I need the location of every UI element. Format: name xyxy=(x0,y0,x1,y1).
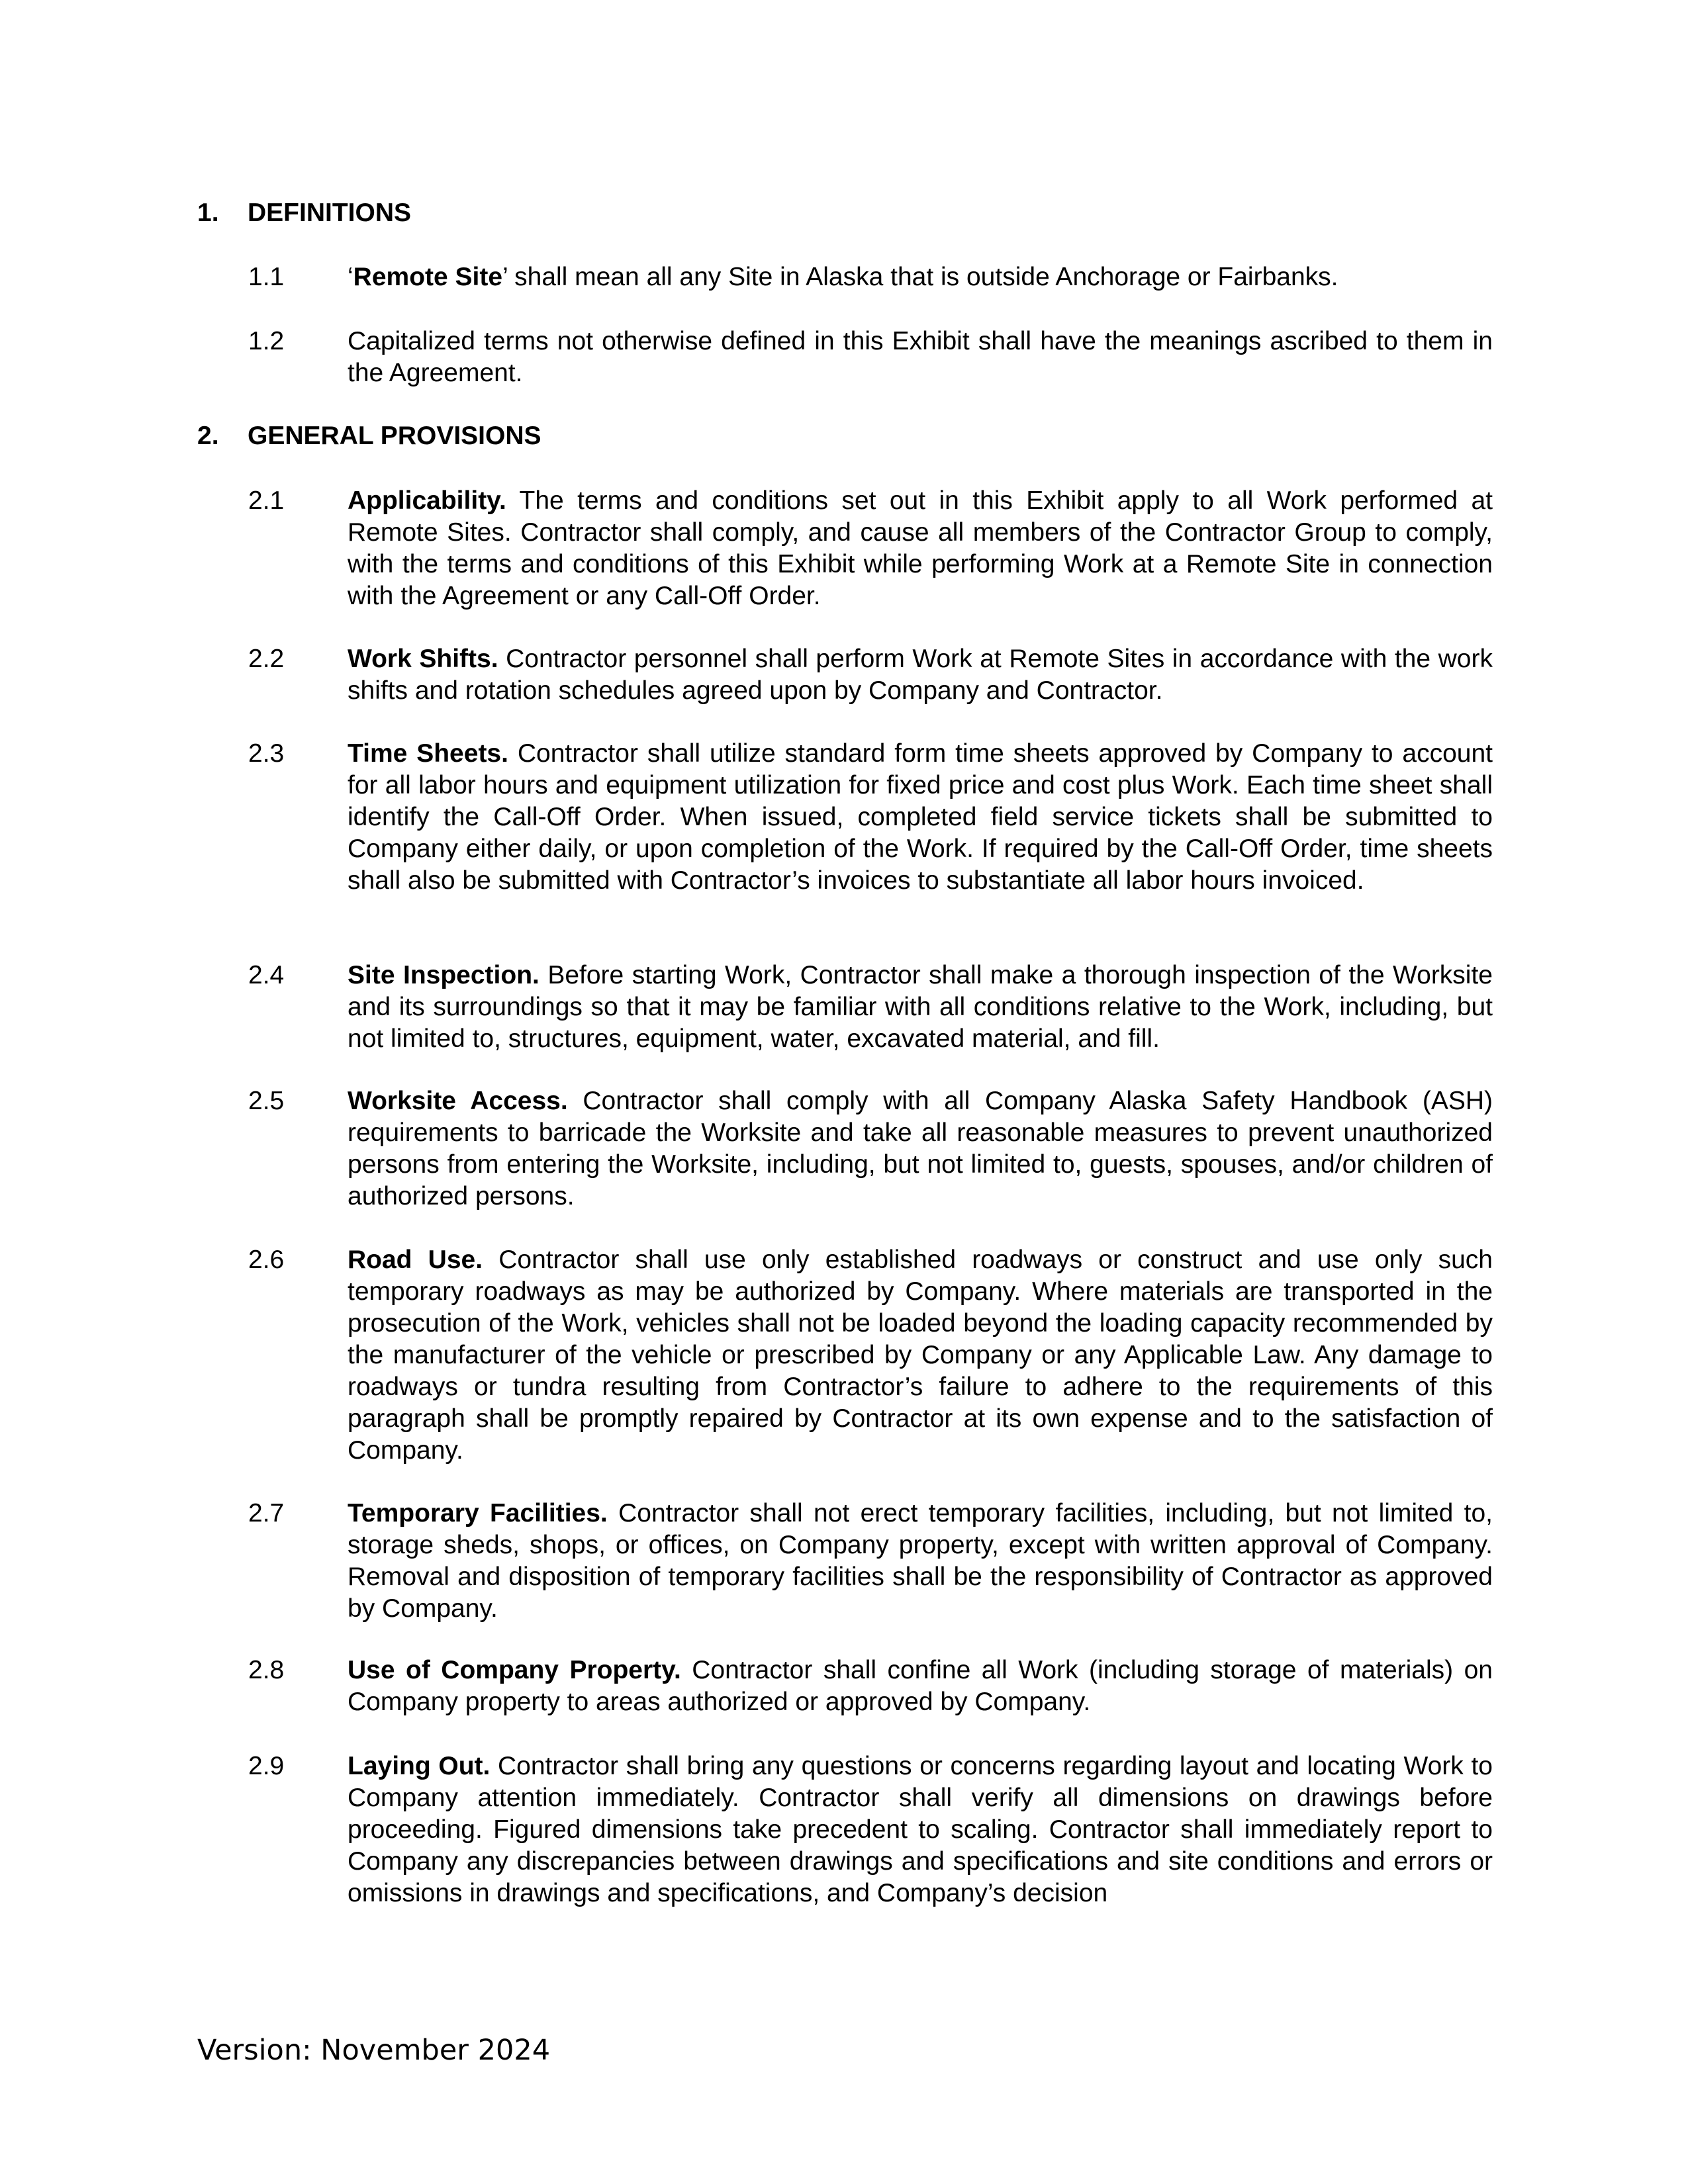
clause-body xyxy=(348,643,1493,707)
clause-number: 2.2 xyxy=(248,645,285,673)
clause-number: 2.1 xyxy=(248,486,285,515)
clause-number: 2.5 xyxy=(248,1087,285,1115)
version-footer: Version: November 2024 xyxy=(197,2034,551,2067)
clause-body xyxy=(348,485,1493,612)
clause-number: 2.6 xyxy=(248,1246,285,1274)
clause-body xyxy=(348,1244,1493,1467)
clause-body xyxy=(348,1498,1493,1625)
clause-text: Contractor shall use only established roadways or construct and use only such temporary roadways as may be authorized by Company. Where materials are transported in the prosecution of the Work, vehicles shall not be loaded beyond the loading capacity recommended by the manufacturer of the vehicle or prescribed by Company or any Applicable Law. Any damage to roadways or tundra resulting from Contractor’s failure to adhere to the requirements of this paragraph shall be promptly repaired by Contractor at its own expense and to the satisfaction of Company. xyxy=(348,1246,1493,1465)
section-heading-general-provisions xyxy=(197,420,541,452)
clause-body xyxy=(348,1751,1493,1909)
clause-number: 2.4 xyxy=(248,961,285,989)
clause-text: Contractor shall comply with all Company Alaska Safety Handbook (ASH) requirements to barricade the Worksite and take all reasonable measures to prevent unauthorized persons from entering the Worksite, including, but not limited to, guests, spouses, and/or children of authorized persons. xyxy=(348,1087,1493,1210)
clause-prefix: ‘ xyxy=(348,263,353,291)
section-heading-definitions xyxy=(197,197,411,229)
clause-body xyxy=(348,738,1493,897)
clause-body xyxy=(348,1085,1493,1212)
clause-number: 2.7 xyxy=(248,1499,285,1527)
section-number: 2. xyxy=(197,422,219,450)
clause-term: Remote Site xyxy=(353,263,503,291)
clause-term: Applicability. xyxy=(348,486,506,515)
clause-text: The terms and conditions set out in this Exhibit apply to all Work performed at Remote Sites. Contractor shall comply, and cause all members of the Contractor Group to comply, with the terms and conditions of this Exhibit while performing Work at a Remote Site in connection with the Agreement or any Call-Off Order. xyxy=(348,486,1493,610)
clause-text: ’ shall mean all any Site in Alaska that is outside Anchorage or Fairbanks. xyxy=(502,263,1338,291)
clause-term: Use of Company Property. xyxy=(348,1656,681,1684)
clause-number: 2.3 xyxy=(248,739,285,768)
clause-body xyxy=(348,326,1493,389)
clause-text: Contractor personnel shall perform Work at Remote Sites in accordance with the work shifts and rotation schedules agreed upon by Company and Contractor. xyxy=(348,645,1493,705)
clause-text: Before starting Work, Contractor shall make a thorough inspection of the Worksite and its surroundings so that it may be familiar with all conditions relative to the Work, including, but not limited to, structures, equipment, water, excavated material, and fill. xyxy=(348,961,1493,1053)
clause-term: Site Inspection. xyxy=(348,961,539,989)
clause-number: 2.8 xyxy=(248,1656,285,1684)
clause-body xyxy=(348,1655,1493,1718)
section-title: GENERAL PROVISIONS xyxy=(248,422,541,450)
clause-body xyxy=(348,261,1493,293)
clause-term: Worksite Access. xyxy=(348,1087,568,1115)
clause-body xyxy=(348,960,1493,1055)
clause-term: Time Sheets. xyxy=(348,739,508,768)
clause-number: 2.9 xyxy=(248,1752,285,1780)
clause-text: Contractor shall bring any questions or concerns regarding layout and locating Work to Company attention immediately. Contractor shall verify all dimensions on drawings before proceeding. Figured dimensions take precedent to scaling. Contractor shall immediately report to Company any discrepancies between drawings and specifications and site conditions and errors or omissions in drawings and specifications, and Company’s decision xyxy=(348,1752,1493,1907)
clause-text: Contractor shall not erect temporary facilities, including, but not limited to, storage sheds, shops, or offices, on Company property, except with written approval of Company. Removal and disposition of temporary facilities shall be the responsibility of Contractor as approved by Company. xyxy=(348,1499,1493,1623)
clause-term: Laying Out. xyxy=(348,1752,491,1780)
clause-text: Contractor shall utilize standard form time sheets approved by Company to account for all labor hours and equipment utilization for fixed price and cost plus Work. Each time sheet shall identify the Call-Off Order. When issued, completed field service tickets shall be submitted to Company either daily, or upon completion of the Work. If required by the Call-Off Order, time sheets shall also be submitted with Contractor’s invoices to substantiate all labor hours invoiced. xyxy=(348,739,1493,895)
clause-text: Capitalized terms not otherwise defined in this Exhibit shall have the meanings ascribed to them in the Agreement. xyxy=(348,327,1493,387)
clause-number: 1.1 xyxy=(248,263,285,291)
clause-term: Work Shifts. xyxy=(348,645,498,673)
clause-term: Road Use. xyxy=(348,1246,483,1274)
clause-text: Contractor shall confine all Work (including storage of materials) on Company property to areas authorized or approved by Company. xyxy=(348,1656,1493,1716)
section-title: DEFINITIONS xyxy=(248,199,412,227)
clause-number: 1.2 xyxy=(248,327,285,355)
section-number: 1. xyxy=(197,199,219,227)
clause-term: Temporary Facilities. xyxy=(348,1499,608,1527)
